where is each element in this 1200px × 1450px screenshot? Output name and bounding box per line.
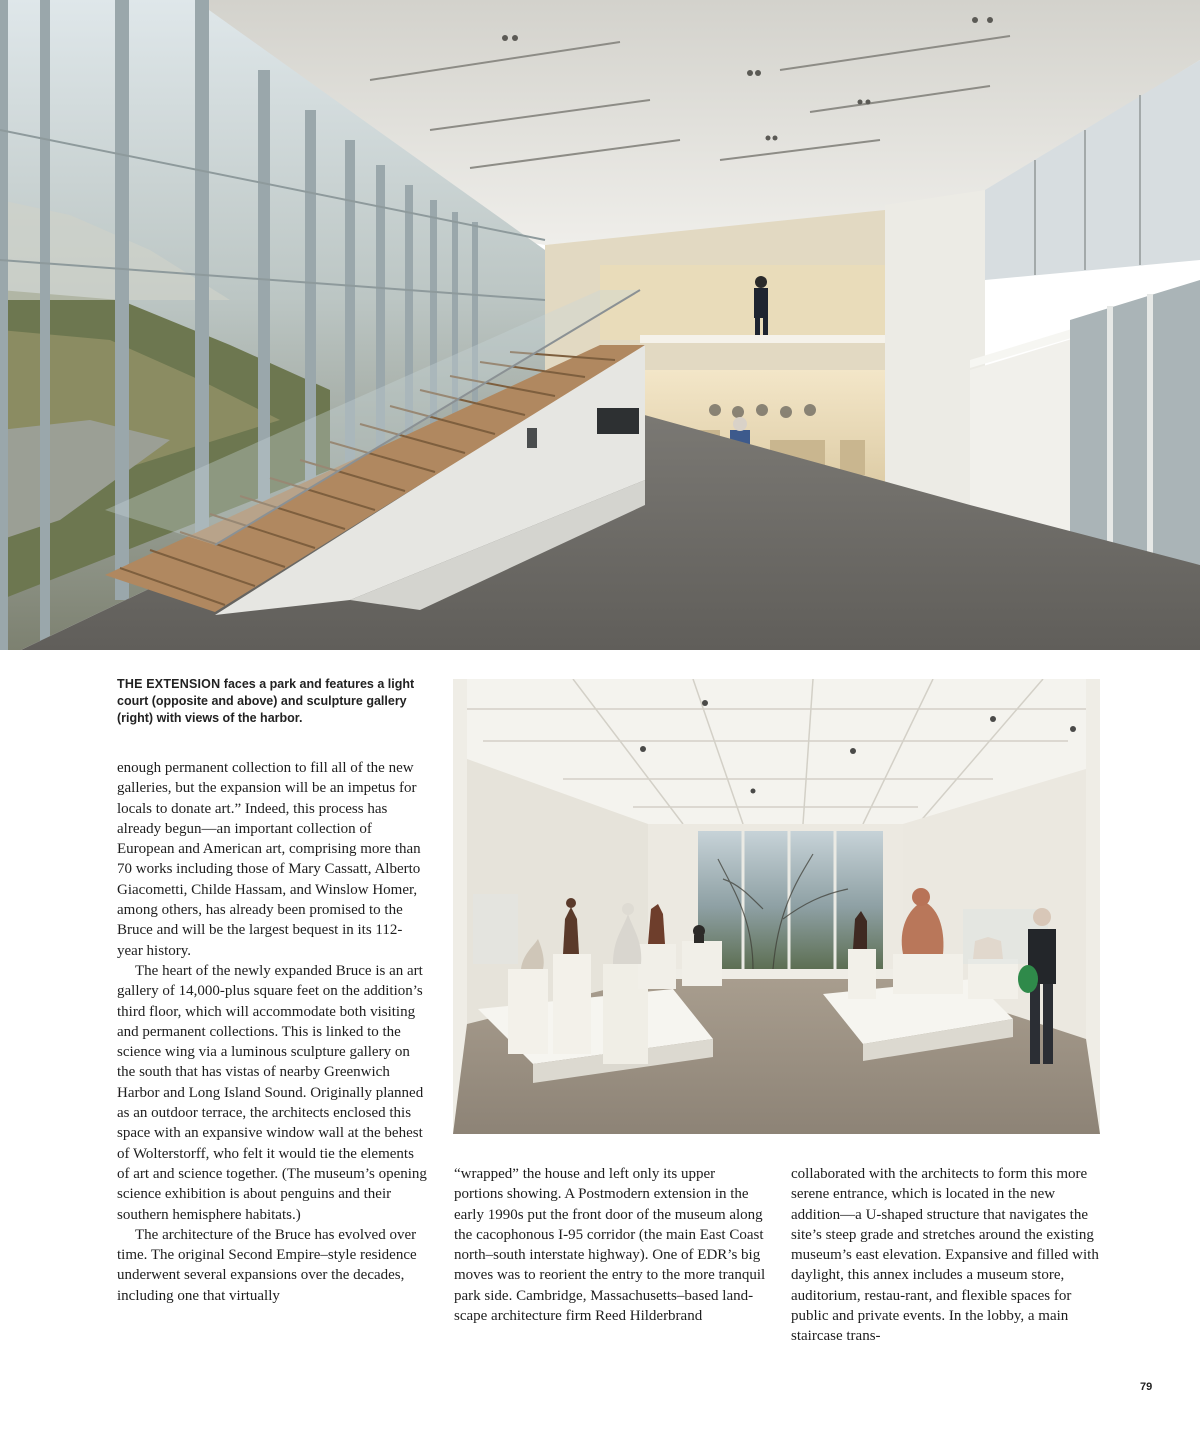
body-paragraph: The architecture of the Bruce has evolved over time. The original Second Empire–style residence underwent several expansions over the decades, including one that virtually — [117, 1226, 417, 1304]
body-paragraph: enough permanent collection to fill all of the new galleries, but the expansion will be an impetus for locals to donate art.” Indeed, this process has already begun—an important collection of European and American art, comprising more than 70 works including those of Mary Cassatt, Alberto Giacometti, Childe Hassam, and Winslow Homer, among others, has already been promised to the Bruce and will be the largest bequest in its 112-year history. — [117, 760, 421, 959]
caption-lead: THE EXTENSION — [117, 677, 221, 691]
photo-caption — [117, 676, 427, 727]
body-paragraph: The heart of the newly expanded Bruce is an art gallery of 14,000-plus square feet on the addition’s third floor, which will accommodate both visiting and permanent collections. This is linked to the science wing via a luminous sculpture gallery on the south that has vistas of nearby Greenwich Harbor and Long Island Sound. Originally planned as an outdoor terrace, the architects enclosed this space with an expansive window wall at the behest of Wolterstorff, who felt it would tie the elements of art and science together. (The museum’s opening science exhibition is about penguins and their southern hemisphere habitats.) — [117, 962, 427, 1223]
body-column-2 — [454, 1164, 766, 1326]
sculpture-gallery-photo — [453, 679, 1100, 1134]
page-number: 79 — [1140, 1381, 1153, 1393]
body-column-3 — [791, 1164, 1103, 1347]
body-paragraph: “wrapped” the house and left only its upper portions showing. A Postmodern extension in the early 1990s put the front door of the museum along the cacophonous I-95 corridor (the main East Coast north–south interstate highway). One of EDR’s big moves was to reorient the entry to the more tranquil park side. Cambridge, Massachusetts–based land-scape architecture firm Reed Hilderbrand — [454, 1166, 766, 1325]
caption-text: faces a park and features a light court (opposite and above) and sculpture gallery (right) with views of the harbor. — [117, 677, 415, 725]
body-column-1 — [117, 758, 427, 1306]
lobby-staircase-photo — [0, 0, 1200, 650]
body-paragraph: collaborated with the architects to form this more serene entrance, which is located in the new addition—a U-shaped structure that navigates the site’s steep grade and stretches around the existing museum’s east elevation. Expansive and filled with daylight, this annex includes a museum store, auditorium, restau-rant, and flexible spaces for public and private events. In the lobby, a main staircase trans- — [791, 1166, 1099, 1345]
